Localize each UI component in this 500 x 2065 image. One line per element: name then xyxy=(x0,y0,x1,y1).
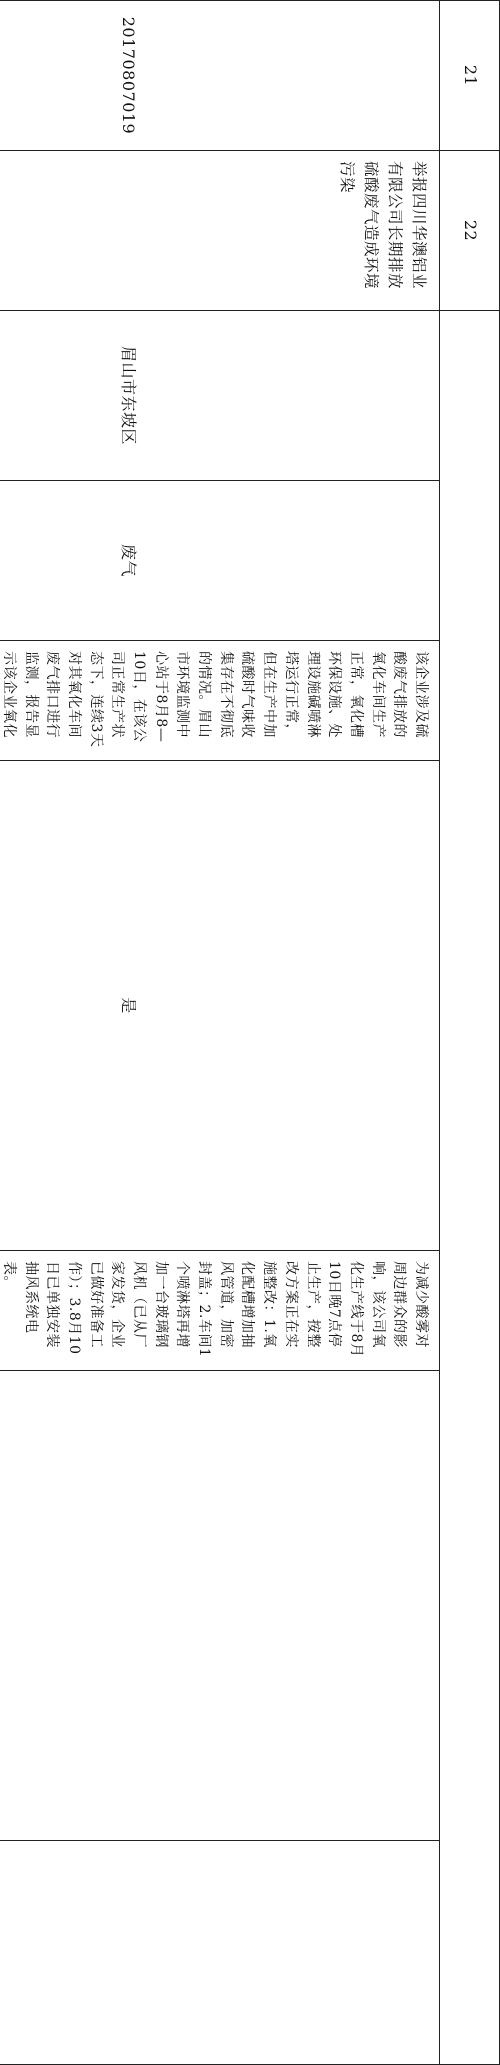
row-number: 21 xyxy=(440,1,500,151)
complaint-text: 举报四川华澳铝业有限公司长期排放硫酸废气造成环境污染 xyxy=(0,151,440,311)
district: 眉山市东坡区 xyxy=(0,311,440,481)
pollution-type: 废气 xyxy=(0,481,440,641)
verified-flag: 是 xyxy=(0,761,440,1251)
case-id: 20170807019 xyxy=(0,1,440,151)
table-row xyxy=(0,1,440,2065)
accountability-text xyxy=(0,1371,440,1841)
table-row xyxy=(440,1,500,2065)
blank-cell xyxy=(440,311,500,2065)
blank-cell xyxy=(0,1841,440,2065)
row-number: 22 xyxy=(440,151,500,311)
investigation-text: 该企业涉及硫酸废气排放的氧化车间生产正常，氧化槽环保设施、处理设施碱喷淋塔运行正常，但在生产中加硫酸时气味收集存在不彻底的情况。眉山市环境监测中心站于8月8—10日，在该公司正常生产状态下，连续3天对其氧化车间废气排口进行监测，报告显示该企业氧化 xyxy=(0,641,440,761)
handling-text: 为减少酸雾对周边群众的影响，该公司氧化生产线于8月10日晚7点停止生产，按整改方案正在实施整改：1.氧化配槽增加抽风管道，加密封盖；2.车间1个喷淋塔再增加一台玻璃钢风机（已从厂家发货，企业已做好准备工作）；3.8月10日已单独安装抽风系统电表。 xyxy=(0,1251,440,1371)
